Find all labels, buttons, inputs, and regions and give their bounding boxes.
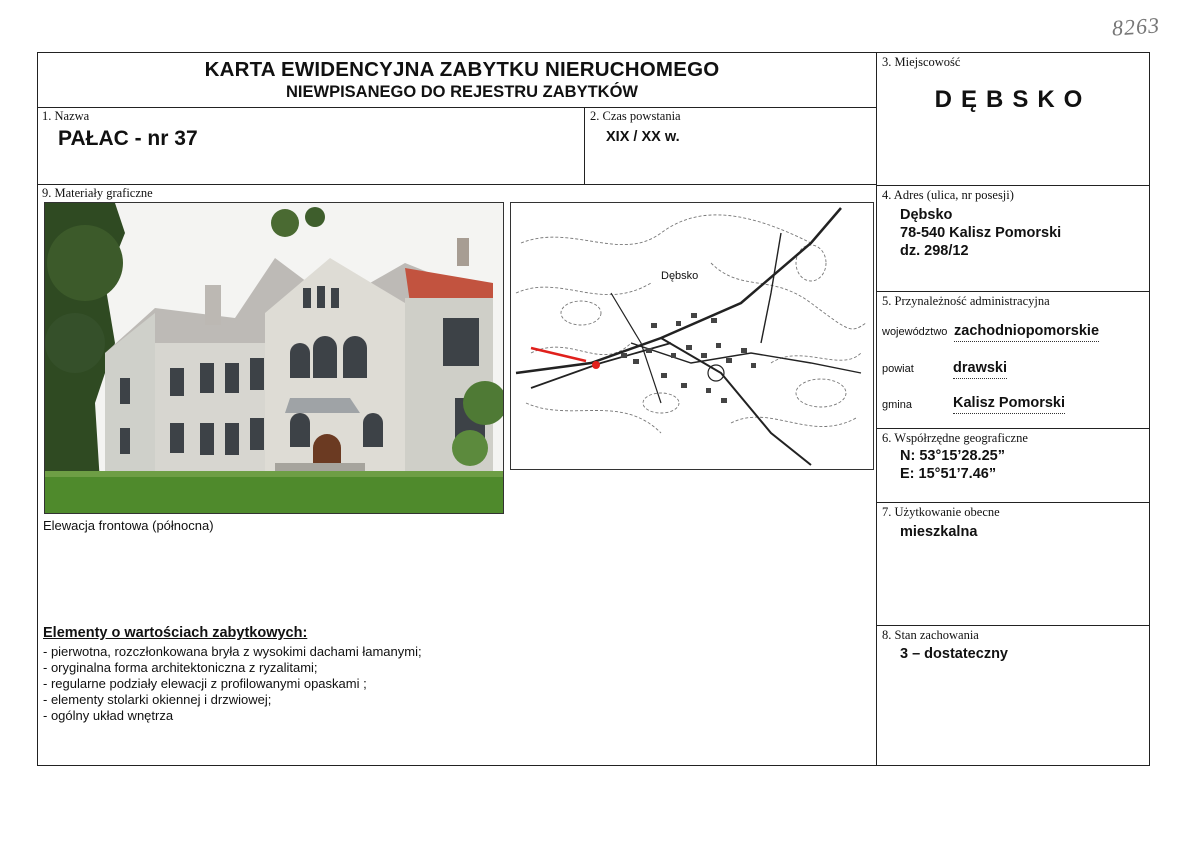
list-item: - regularne podziały elewacji z profilowanymi opaskami ; xyxy=(43,676,367,691)
divider-under-title xyxy=(37,107,876,108)
nazwa-label: 1. Nazwa xyxy=(42,109,90,123)
list-item: - oryginalna forma architektoniczna z ryzalitami; xyxy=(43,660,318,675)
adres-line-2: 78-540 Kalisz Pomorski xyxy=(900,225,1062,241)
nazwa-value: PAŁAC - nr 37 xyxy=(58,127,198,150)
gmina-label: gmina xyxy=(882,399,912,411)
czas-label: 2. Czas powstania xyxy=(590,109,681,123)
adres-line-3: dz. 298/12 xyxy=(900,243,969,259)
photo-caption: Elewacja frontowa (północna) xyxy=(43,518,214,533)
list-item: - elementy stolarki okiennej i drzwiowej; xyxy=(43,692,272,707)
adres-label: 4. Adres (ulica, nr posesji) xyxy=(882,188,1014,202)
wojewodztwo-label: województwo xyxy=(882,326,948,338)
uzytkowanie-label: 7. Użytkowanie obecne xyxy=(882,505,1000,519)
miejscowosc-label: 3. Miejscowość xyxy=(882,55,961,69)
palace-photo xyxy=(44,202,504,514)
divider-main-right xyxy=(876,52,877,766)
list-item: - pierwotna, rozczłonkowana bryła z wysokimi dachami łamanymi; xyxy=(43,644,422,659)
divider-right-2 xyxy=(876,291,1150,292)
materialy-label: 9. Materiały graficzne xyxy=(42,186,153,200)
map-town-label: Dębsko xyxy=(661,270,699,282)
location-map xyxy=(510,202,874,470)
title-line-1: KARTA EWIDENCYJNA ZABYTKU NIERUCHOMEGO xyxy=(204,58,720,81)
palace-photo-drawing xyxy=(45,203,503,513)
handwritten-archive-number: 8263 xyxy=(1111,12,1161,41)
divider-name-date xyxy=(584,107,585,184)
czas-value: XIX / XX w. xyxy=(606,129,680,145)
adres-lines xyxy=(900,206,1061,260)
stan-value: 3 – dostateczny xyxy=(900,646,1008,662)
wspolrzedne-label: 6. Współrzędne geograficzne xyxy=(882,431,1028,445)
uzytkowanie-value: mieszkalna xyxy=(900,524,978,540)
map-marker xyxy=(592,361,600,369)
form-title xyxy=(37,58,887,102)
adres-line-1: Dębsko xyxy=(900,207,953,223)
powiat-value: drawski xyxy=(953,359,1007,379)
gmina-value: Kalisz Pomorski xyxy=(953,394,1065,414)
list-item: - ogólny układ wnętrza xyxy=(43,708,174,723)
latitude-value: N: 53°15’28.25” xyxy=(900,448,1005,464)
divider-right-4 xyxy=(876,502,1150,503)
divider-under-name xyxy=(37,184,876,185)
wojewodztwo-value: zachodniopomorskie xyxy=(954,322,1099,342)
miejscowosc-value: DĘBSKO xyxy=(934,86,1092,113)
longitude-value: E: 15°51’7.46” xyxy=(900,466,997,482)
stan-label: 8. Stan zachowania xyxy=(882,628,979,642)
divider-right-1 xyxy=(876,185,1150,186)
coordinates xyxy=(900,447,1005,483)
title-line-2: NIEWPISANEGO DO REJESTRU ZABYTKÓW xyxy=(285,83,639,101)
powiat-label: powiat xyxy=(882,363,914,375)
divider-right-3 xyxy=(876,428,1150,429)
location-map-drawing xyxy=(511,203,873,469)
przynaleznosc-label: 5. Przynależność administracyjna xyxy=(882,294,1050,308)
divider-right-5 xyxy=(876,625,1150,626)
elementy-list xyxy=(43,644,422,724)
elementy-heading: Elementy o wartościach zabytkowych: xyxy=(43,625,308,641)
